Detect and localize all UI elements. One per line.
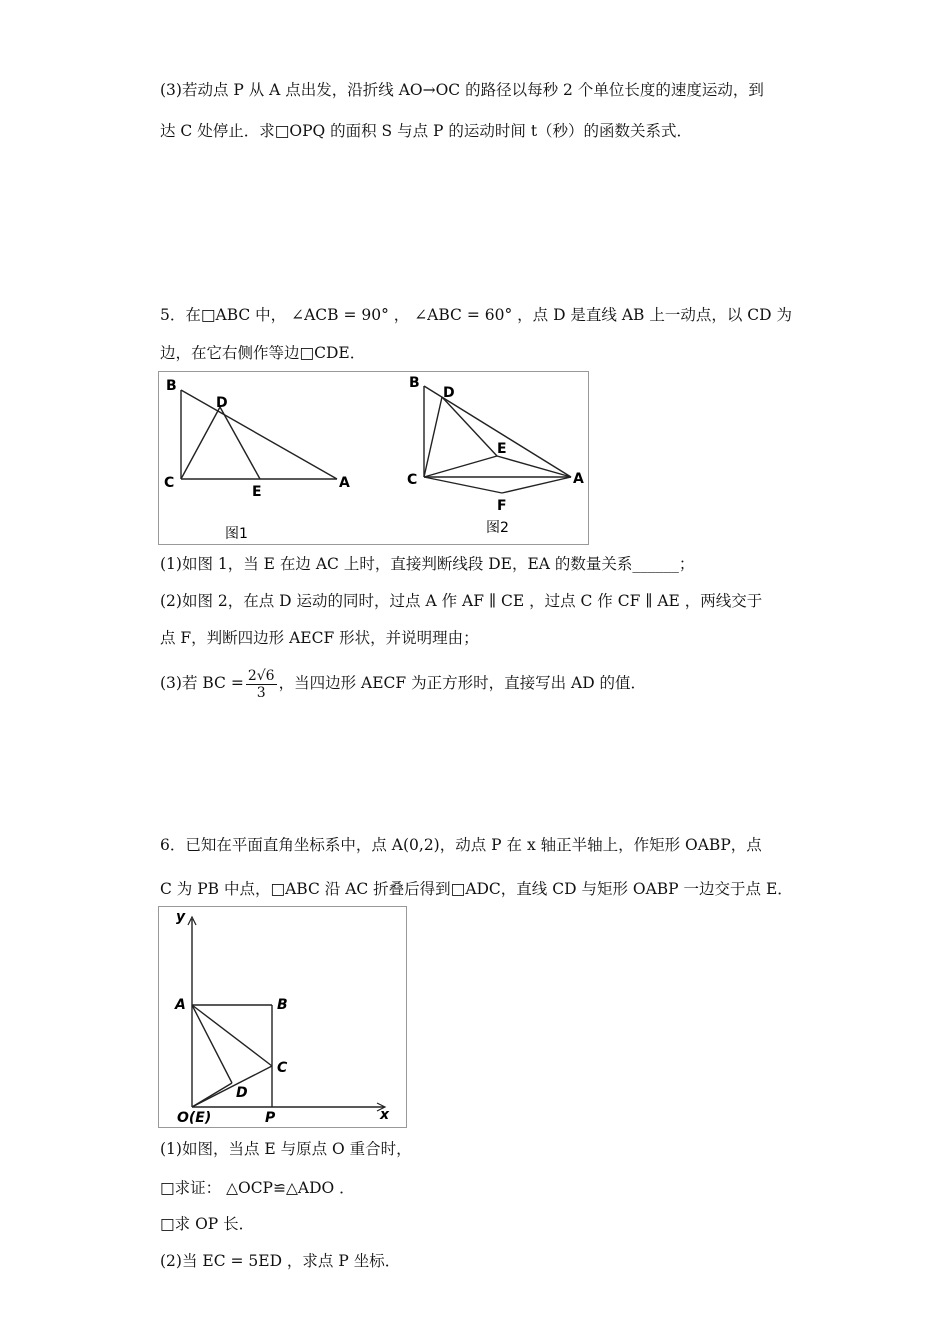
q4-part3-line2: 达 C 处停止．求□OPQ 的面积 S 与点 P 的运动时间 t（秒）的函数关系式．: [160, 122, 693, 140]
q5-figure2: [424, 386, 571, 493]
q5-part3-prefix: (3)若 BC =: [160, 674, 244, 692]
q5-part1: (1)如图 1，当 E 在边 AC 上时，直接判断线段 DE，EA 的数量关系______；: [160, 555, 695, 573]
q6-label-x: x: [380, 1107, 390, 1123]
q6-label-A: A: [175, 997, 186, 1013]
q5-fig2-caption: 图2: [486, 520, 509, 536]
q5-part2-line2: 点 F，判断四边形 AECF 形状，并说明理由；: [160, 629, 479, 647]
q5-fig2-label-D: D: [443, 385, 455, 401]
q5-part3-frac-den: 3: [256, 684, 266, 701]
q5-fig2-label-A: A: [573, 471, 584, 487]
q5-part2-line1: (2)如图 2，在点 D 运动的同时，过点 A 作 AF ∥ CE ，过点 C 作 CF ∥ AE ，两线交于: [160, 592, 763, 610]
q4-part3-line1: (3)若动点 P 从 A 点出发，沿折线 AO→OC 的路径以每秒 2 个单位长度的速度运动，到: [160, 81, 764, 99]
q5-figures: [158, 371, 589, 545]
q5-fig2-label-B: B: [409, 375, 420, 391]
q5-part3-fraction: [246, 668, 277, 701]
q6-label-B: B: [277, 997, 288, 1013]
q6-label-D: D: [236, 1085, 248, 1101]
q6-part1-i: □求证： △OCP≌△ADO ．: [160, 1179, 355, 1197]
q6-label-C: C: [277, 1060, 288, 1076]
q5-fig1-label-A: A: [339, 475, 350, 491]
q6-label-y: y: [176, 909, 186, 925]
q5-fig1-label-E: E: [252, 484, 262, 500]
q5-part3-suffix: ，当四边形 AECF 为正方形时，直接写出 AD 的值．: [278, 674, 647, 692]
q6-intro-line1: 6．已知在平面直角坐标系中，点 A(0,2)，动点 P 在 x 轴正半轴上，作矩形 OABP，点: [160, 836, 762, 854]
q5-fig1-caption: 图1: [225, 526, 248, 542]
q5-fig2-label-C: C: [407, 472, 418, 488]
q5-intro-line1: 5．在□ABC 中， ∠ACB = 90° ， ∠ABC = 60° ，点 D 是直线 AB 上一动点，以 CD 为: [160, 306, 793, 324]
q5-fig2-label-E: E: [497, 441, 507, 457]
q6-part1: (1)如图，当点 E 与原点 O 重合时，: [160, 1140, 412, 1158]
q5-fig1-label-C: C: [164, 475, 175, 491]
q5-part3-frac-num: 2√6: [247, 667, 275, 684]
q5-part3: [160, 665, 646, 701]
q6-figure: [158, 906, 407, 1128]
q6-label-OE: O(E): [177, 1110, 212, 1126]
q5-figure1: [181, 390, 337, 479]
q6-intro-line2: C 为 PB 中点，□ABC 沿 AC 折叠后得到□ADC，直线 CD 与矩形 OABP 一边交于点 E．: [160, 880, 793, 898]
q6-label-P: P: [265, 1110, 276, 1126]
q6-part1-ii: □求 OP 长．: [160, 1215, 255, 1233]
q5-intro-line2: 边，在它右侧作等边□CDE．: [160, 344, 366, 362]
q5-fig2-label-F: F: [497, 498, 507, 514]
q5-fig1-label-D: D: [216, 395, 228, 411]
q6-part2: (2)当 EC = 5ED ，求点 P 坐标．: [160, 1252, 401, 1270]
q5-fig1-label-B: B: [166, 378, 177, 394]
